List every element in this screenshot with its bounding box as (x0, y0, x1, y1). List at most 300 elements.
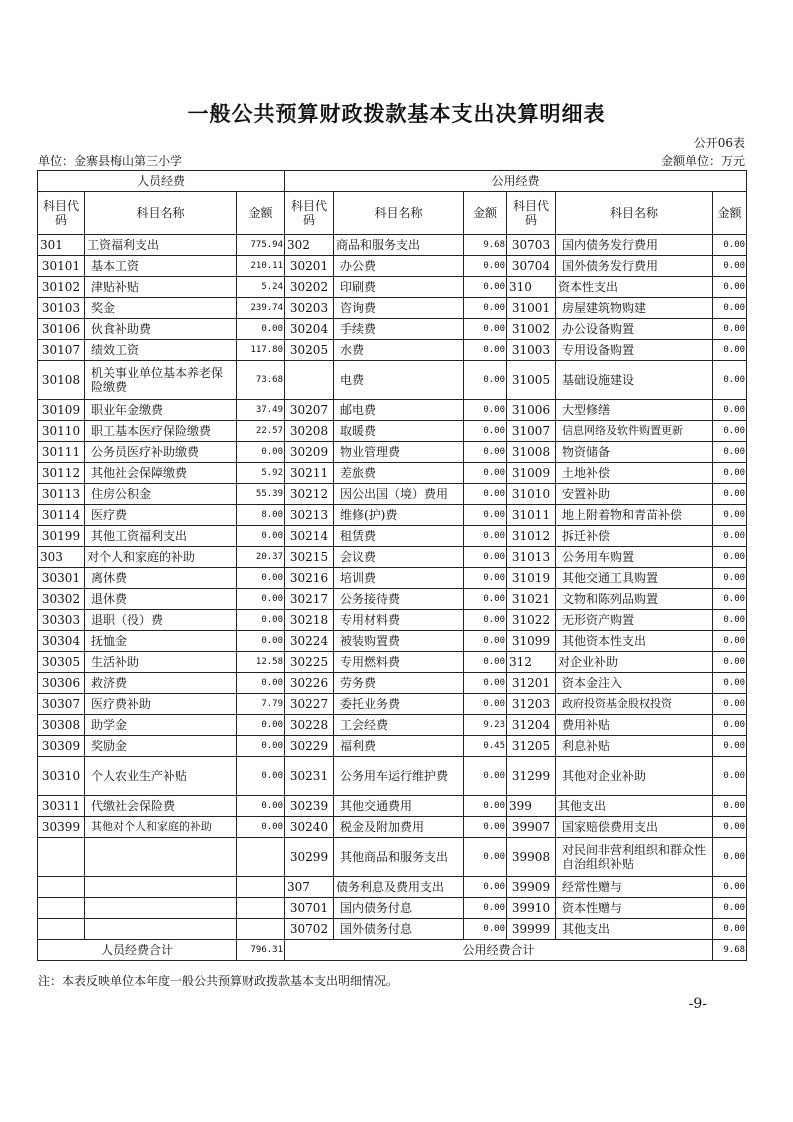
table-row (38, 568, 747, 589)
table-row (38, 340, 747, 361)
personnel-code-cell (38, 877, 85, 898)
public-amount-cell: 0.00 (713, 898, 747, 919)
public-code-cell: 30214 (285, 526, 334, 547)
public-amount-cell: 0.00 (713, 526, 747, 547)
public-name-cell: 公务用车购置 (556, 547, 713, 568)
personnel-name-cell: 奖金 (85, 298, 237, 319)
public-amount-cell: 0.00 (713, 796, 747, 817)
personnel-code-cell: 30107 (38, 340, 85, 361)
personnel-code-cell: 30199 (38, 526, 85, 547)
public-code-cell: 31005 (507, 361, 556, 400)
public-amount-cell: 0.00 (464, 340, 507, 361)
public-code-cell: 30203 (285, 298, 334, 319)
public-amount-cell: 0.00 (713, 463, 747, 484)
personnel-name-cell: 生活补助 (85, 652, 237, 673)
public-name-cell: 利息补贴 (556, 736, 713, 757)
public-amount-cell: 0.00 (713, 652, 747, 673)
public-code-cell: 30218 (285, 610, 334, 631)
personnel-code-cell (38, 919, 85, 940)
personnel-name-cell: 抚恤金 (85, 631, 237, 652)
public-name-cell: 费用补贴 (556, 715, 713, 736)
personnel-code-cell: 30307 (38, 694, 85, 715)
public-code-cell: 399 (507, 796, 556, 817)
personnel-name-cell: 医疗费补助 (85, 694, 237, 715)
personnel-code-cell: 30303 (38, 610, 85, 631)
public-code-cell: 39908 (507, 838, 556, 877)
public-name-cell: 被装购置费 (334, 631, 464, 652)
personnel-name-cell: 伙食补助费 (85, 319, 237, 340)
public-amount-cell: 0.00 (464, 838, 507, 877)
public-name-cell: 邮电费 (334, 400, 464, 421)
public-name-cell: 税金及附加费用 (334, 817, 464, 838)
public-code-cell: 30228 (285, 715, 334, 736)
table-row (38, 736, 747, 757)
public-amount-cell: 0.00 (713, 505, 747, 526)
table-row (38, 361, 747, 400)
public-name-cell: 土地补偿 (556, 463, 713, 484)
personnel-amount-cell: 12.58 (237, 652, 285, 673)
public-amount-cell: 0.00 (713, 673, 747, 694)
personnel-code-cell: 30101 (38, 256, 85, 277)
table-row (38, 463, 747, 484)
public-name-cell: 其他对企业补助 (556, 757, 713, 796)
public-name-cell: 公务接待费 (334, 589, 464, 610)
personnel-code-cell: 303 (38, 547, 85, 568)
personnel-amount-cell: 37.49 (237, 400, 285, 421)
public-name-cell: 办公费 (334, 256, 464, 277)
public-code-cell: 31205 (507, 736, 556, 757)
table-row (38, 235, 747, 256)
public-amount-cell: 0.00 (713, 298, 747, 319)
personnel-amount-cell: 0.00 (237, 715, 285, 736)
personnel-code-cell (38, 898, 85, 919)
personnel-code-cell: 30305 (38, 652, 85, 673)
public-amount-cell: 0.00 (464, 631, 507, 652)
personnel-amount-cell: 0.00 (237, 736, 285, 757)
public-name-cell: 商品和服务支出 (334, 235, 464, 256)
public-name-cell: 物业管理费 (334, 442, 464, 463)
public-amount-cell: 0.00 (464, 589, 507, 610)
public-amount-cell: 0.00 (464, 796, 507, 817)
personnel-amount-cell: 775.94 (237, 235, 285, 256)
expenditure-table (37, 170, 747, 961)
table-row (38, 757, 747, 796)
personnel-code-cell: 30111 (38, 442, 85, 463)
form-number: 公开06表 (693, 136, 745, 150)
personnel-code-cell: 30103 (38, 298, 85, 319)
page-title: 一般公共预算财政拨款基本支出决算明细表 (187, 102, 606, 126)
personnel-amount-cell: 0.00 (237, 610, 285, 631)
public-code-cell: 31204 (507, 715, 556, 736)
public-name-cell: 劳务费 (334, 673, 464, 694)
personnel-code-cell: 30102 (38, 277, 85, 298)
public-amount-cell: 0.00 (464, 568, 507, 589)
public-name-cell: 福利费 (334, 736, 464, 757)
personnel-total-value: 796.31 (237, 940, 285, 961)
personnel-total-label: 人员经费合计 (38, 940, 237, 961)
table-row (38, 919, 747, 940)
public-total-label: 公用经费合计 (285, 940, 713, 961)
public-code-cell: 31002 (507, 319, 556, 340)
personnel-name-cell: 助学金 (85, 715, 237, 736)
table-row (38, 547, 747, 568)
table-row (38, 796, 747, 817)
public-name-cell: 无形资产购置 (556, 610, 713, 631)
personnel-amount-cell: 0.00 (237, 673, 285, 694)
public-code-cell: 30204 (285, 319, 334, 340)
public-name-cell: 其他商品和服务支出 (334, 838, 464, 877)
public-code-cell: 31022 (507, 610, 556, 631)
table-row (38, 898, 747, 919)
public-name-cell: 国家赔偿费用支出 (556, 817, 713, 838)
public-name-cell: 因公出国（境）费用 (334, 484, 464, 505)
personnel-name-cell: 工资福利支出 (85, 235, 237, 256)
public-amount-cell: 0.00 (713, 235, 747, 256)
footnote: 注：本表反映单位本年度一般公共预算财政拨款基本支出明细情况。 (38, 974, 399, 988)
public-amount-cell: 0.00 (464, 757, 507, 796)
public-amount-cell: 0.00 (464, 421, 507, 442)
public-name-cell: 地上附着物和青苗补偿 (556, 505, 713, 526)
personnel-name-cell: 离休费 (85, 568, 237, 589)
public-amount-cell: 0.00 (713, 757, 747, 796)
public-amount-cell: 0.00 (713, 484, 747, 505)
public-name-cell: 公务用车运行维护费 (334, 757, 464, 796)
personnel-name-cell: 公务员医疗补助缴费 (85, 442, 237, 463)
personnel-amount-cell: 210.11 (237, 256, 285, 277)
personnel-name-cell: 绩效工资 (85, 340, 237, 361)
personnel-name-cell: 奖励金 (85, 736, 237, 757)
table-row (38, 610, 747, 631)
public-name-cell: 租赁费 (334, 526, 464, 547)
public-code-cell: 30225 (285, 652, 334, 673)
personnel-code-cell: 30304 (38, 631, 85, 652)
public-code-cell: 310 (507, 277, 556, 298)
public-name-cell: 国内债务发行费用 (556, 235, 713, 256)
table-row (38, 484, 747, 505)
public-code-cell: 39910 (507, 898, 556, 919)
table-row (38, 673, 747, 694)
public-code-cell: 39999 (507, 919, 556, 940)
public-amount-cell: 0.00 (713, 547, 747, 568)
personnel-name-cell (85, 838, 237, 877)
public-name-cell: 债务利息及费用支出 (334, 877, 464, 898)
name-header: 科目名称 (85, 192, 237, 235)
personnel-name-cell: 职业年金缴费 (85, 400, 237, 421)
public-code-cell: 30213 (285, 505, 334, 526)
table-row (38, 652, 747, 673)
public-code-cell: 30208 (285, 421, 334, 442)
public-code-cell: 31003 (507, 340, 556, 361)
table-row (38, 877, 747, 898)
table-row (38, 319, 747, 340)
public-name-cell: 对民间非营利组织和群众性自治组织补贴 (556, 838, 713, 877)
public-amount-cell: 0.00 (464, 361, 507, 400)
page-number: -9- (688, 996, 707, 1012)
public-code-cell: 31099 (507, 631, 556, 652)
table-row (38, 505, 747, 526)
table-row (38, 715, 747, 736)
personnel-name-cell: 机关事业单位基本养老保险缴费 (85, 361, 237, 400)
public-code-cell: 30231 (285, 757, 334, 796)
personnel-amount-cell: 0.00 (237, 526, 285, 547)
public-amount-cell: 0.00 (464, 919, 507, 940)
public-name-cell: 培训费 (334, 568, 464, 589)
public-name-cell: 水费 (334, 340, 464, 361)
amount-header: 金额 (713, 192, 747, 235)
public-total-value: 9.68 (713, 940, 747, 961)
public-name-cell: 维修(护)费 (334, 505, 464, 526)
public-name-cell: 资本性赠与 (556, 898, 713, 919)
table-row (38, 838, 747, 877)
public-code-cell: 30205 (285, 340, 334, 361)
table-row (38, 298, 747, 319)
name-header: 科目名称 (334, 192, 464, 235)
public-code-cell: 30215 (285, 547, 334, 568)
public-amount-cell: 0.00 (713, 421, 747, 442)
public-amount-cell: 0.00 (464, 298, 507, 319)
public-code-cell: 31011 (507, 505, 556, 526)
public-amount-cell: 0.00 (713, 256, 747, 277)
public-amount-cell: 0.00 (713, 919, 747, 940)
public-amount-cell: 0.00 (713, 610, 747, 631)
personnel-amount-cell: 22.57 (237, 421, 285, 442)
amount-header: 金额 (237, 192, 285, 235)
table-row (38, 694, 747, 715)
personnel-name-cell: 退休费 (85, 589, 237, 610)
public-name-cell: 委托业务费 (334, 694, 464, 715)
table-row (38, 256, 747, 277)
public-code-cell: 31013 (507, 547, 556, 568)
public-code-cell: 31203 (507, 694, 556, 715)
personnel-name-cell: 救济费 (85, 673, 237, 694)
public-name-cell: 其他支出 (556, 796, 713, 817)
personnel-code-cell (38, 838, 85, 877)
personnel-code-cell: 30309 (38, 736, 85, 757)
public-amount-cell: 0.00 (464, 277, 507, 298)
public-amount-cell: 0.00 (464, 610, 507, 631)
public-amount-cell: 0.00 (713, 817, 747, 838)
public-amount-cell: 0.00 (464, 463, 507, 484)
public-amount-cell: 0.00 (713, 715, 747, 736)
public-code-cell: 31010 (507, 484, 556, 505)
personnel-name-cell: 其他工资福利支出 (85, 526, 237, 547)
public-code-cell: 39909 (507, 877, 556, 898)
public-code-cell: 30207 (285, 400, 334, 421)
table-row (38, 817, 747, 838)
public-name-cell: 专用材料费 (334, 610, 464, 631)
personnel-amount-cell: 0.00 (237, 757, 285, 796)
personnel-name-cell (85, 877, 237, 898)
public-name-cell: 经常性赠与 (556, 877, 713, 898)
public-name-cell: 电费 (334, 361, 464, 400)
totals-row (38, 940, 747, 961)
column-header-row (38, 192, 747, 235)
personnel-code-cell: 30302 (38, 589, 85, 610)
public-amount-cell: 9.68 (464, 235, 507, 256)
personnel-amount-cell: 0.00 (237, 319, 285, 340)
personnel-amount-cell (237, 898, 285, 919)
unit-label: 单位：金寨县梅山第三小学 (38, 154, 183, 168)
public-code-cell: 31299 (507, 757, 556, 796)
public-name-cell: 专用设备购置 (556, 340, 713, 361)
public-code-cell: 31019 (507, 568, 556, 589)
public-code-cell: 31021 (507, 589, 556, 610)
personnel-amount-cell: 0.00 (237, 442, 285, 463)
public-code-cell: 307 (285, 877, 334, 898)
public-name-cell: 基础设施建设 (556, 361, 713, 400)
personnel-name-cell: 医疗费 (85, 505, 237, 526)
table-row (38, 589, 747, 610)
personnel-amount-cell (237, 877, 285, 898)
personnel-amount-cell: 7.79 (237, 694, 285, 715)
name-header: 科目名称 (556, 192, 713, 235)
public-code-cell: 31006 (507, 400, 556, 421)
public-amount-cell: 0.45 (464, 736, 507, 757)
personnel-name-cell: 基本工资 (85, 256, 237, 277)
personnel-amount-cell: 73.68 (237, 361, 285, 400)
public-amount-cell: 0.00 (464, 505, 507, 526)
public-name-cell: 手续费 (334, 319, 464, 340)
personnel-code-cell: 30311 (38, 796, 85, 817)
public-name-cell: 政府投资基金股权投资 (556, 694, 713, 715)
public-code-cell: 30211 (285, 463, 334, 484)
public-name-cell: 物资储备 (556, 442, 713, 463)
personnel-name-cell (85, 898, 237, 919)
personnel-code-cell: 30308 (38, 715, 85, 736)
personnel-amount-cell: 0.00 (237, 796, 285, 817)
public-name-cell: 对企业补助 (556, 652, 713, 673)
personnel-name-cell: 住房公积金 (85, 484, 237, 505)
table-row (38, 277, 747, 298)
public-name-cell: 国内债务付息 (334, 898, 464, 919)
public-amount-cell: 0.00 (713, 589, 747, 610)
public-code-cell: 39907 (507, 817, 556, 838)
personnel-name-cell: 代缴社会保险费 (85, 796, 237, 817)
personnel-name-cell: 津贴补贴 (85, 277, 237, 298)
public-amount-cell: 0.00 (464, 547, 507, 568)
personnel-name-cell: 其他对个人和家庭的补助 (85, 817, 237, 838)
personnel-code-cell: 301 (38, 235, 85, 256)
personnel-name-cell: 其他社会保障缴费 (85, 463, 237, 484)
personnel-amount-cell: 5.92 (237, 463, 285, 484)
personnel-amount-cell: 0.00 (237, 631, 285, 652)
personnel-code-cell: 30399 (38, 817, 85, 838)
personnel-code-cell: 30110 (38, 421, 85, 442)
amount-unit-label: 金额单位：万元 (660, 154, 745, 168)
table-row (38, 631, 747, 652)
public-amount-cell: 0.00 (713, 877, 747, 898)
personnel-amount-cell: 0.00 (237, 568, 285, 589)
public-code-cell: 30217 (285, 589, 334, 610)
personnel-name-cell: 退职（役）费 (85, 610, 237, 631)
public-code-cell: 312 (507, 652, 556, 673)
public-amount-cell: 0.00 (713, 631, 747, 652)
public-name-cell: 专用燃料费 (334, 652, 464, 673)
table-row (38, 526, 747, 547)
public-name-cell: 办公设备购置 (556, 319, 713, 340)
public-amount-cell: 0.00 (464, 319, 507, 340)
public-amount-cell: 0.00 (713, 694, 747, 715)
public-amount-cell: 0.00 (464, 256, 507, 277)
public-amount-cell: 0.00 (713, 340, 747, 361)
public-name-cell: 大型修缮 (556, 400, 713, 421)
personnel-code-cell: 30106 (38, 319, 85, 340)
personnel-code-cell: 30306 (38, 673, 85, 694)
public-amount-cell: 0.00 (713, 319, 747, 340)
public-name-cell: 其他交通工具购置 (556, 568, 713, 589)
public-name-cell: 其他支出 (556, 919, 713, 940)
personnel-code-cell: 30301 (38, 568, 85, 589)
personnel-group-header: 人员经费 (38, 171, 285, 192)
public-name-cell: 房屋建筑物购建 (556, 298, 713, 319)
public-code-cell: 31201 (507, 673, 556, 694)
table-row (38, 421, 747, 442)
personnel-code-cell: 30108 (38, 361, 85, 400)
public-amount-cell: 0.00 (713, 361, 747, 400)
public-code-cell (285, 361, 334, 400)
public-group-header: 公用经费 (285, 171, 747, 192)
public-amount-cell: 9.23 (464, 715, 507, 736)
public-name-cell: 工会经费 (334, 715, 464, 736)
personnel-amount-cell: 8.00 (237, 505, 285, 526)
public-code-cell: 30703 (507, 235, 556, 256)
public-code-cell: 31007 (507, 421, 556, 442)
amount-header: 金额 (464, 192, 507, 235)
public-code-cell: 30299 (285, 838, 334, 877)
personnel-amount-cell: 5.24 (237, 277, 285, 298)
personnel-name-cell: 职工基本医疗保险缴费 (85, 421, 237, 442)
public-name-cell: 其他交通费用 (334, 796, 464, 817)
public-amount-cell: 0.00 (464, 877, 507, 898)
public-code-cell: 30240 (285, 817, 334, 838)
personnel-amount-cell (237, 838, 285, 877)
public-amount-cell: 0.00 (464, 898, 507, 919)
public-code-cell: 30239 (285, 796, 334, 817)
personnel-amount-cell: 0.00 (237, 589, 285, 610)
public-name-cell: 资本金注入 (556, 673, 713, 694)
personnel-amount-cell: 0.00 (237, 817, 285, 838)
public-code-cell: 30227 (285, 694, 334, 715)
public-code-cell: 30224 (285, 631, 334, 652)
public-code-cell: 30202 (285, 277, 334, 298)
public-name-cell: 取暖费 (334, 421, 464, 442)
public-code-cell: 30212 (285, 484, 334, 505)
personnel-amount-cell: 20.37 (237, 547, 285, 568)
code-header: 科目代码 (285, 192, 334, 235)
public-name-cell: 安置补助 (556, 484, 713, 505)
public-name-cell: 国外债务付息 (334, 919, 464, 940)
public-amount-cell: 0.00 (713, 736, 747, 757)
public-amount-cell: 0.00 (464, 817, 507, 838)
personnel-name-cell: 对个人和家庭的补助 (85, 547, 237, 568)
public-amount-cell: 0.00 (464, 526, 507, 547)
public-code-cell: 30201 (285, 256, 334, 277)
public-code-cell: 31001 (507, 298, 556, 319)
public-code-cell: 30209 (285, 442, 334, 463)
public-amount-cell: 0.00 (464, 652, 507, 673)
public-amount-cell: 0.00 (464, 694, 507, 715)
public-amount-cell: 0.00 (713, 442, 747, 463)
public-name-cell: 差旅费 (334, 463, 464, 484)
personnel-amount-cell: 117.80 (237, 340, 285, 361)
table-row (38, 442, 747, 463)
public-amount-cell: 0.00 (464, 400, 507, 421)
table-row (38, 400, 747, 421)
code-header: 科目代码 (507, 192, 556, 235)
public-name-cell: 资本性支出 (556, 277, 713, 298)
public-code-cell: 30226 (285, 673, 334, 694)
public-code-cell: 302 (285, 235, 334, 256)
